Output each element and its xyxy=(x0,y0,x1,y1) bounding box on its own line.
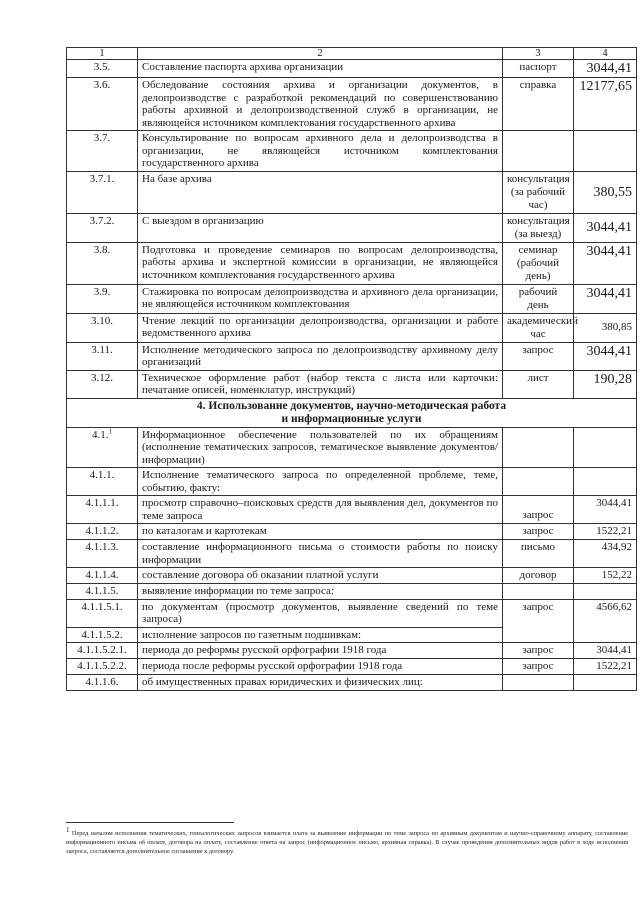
table-row xyxy=(67,342,637,370)
row-unit: академический час xyxy=(503,313,574,342)
row-price: 3044,41 xyxy=(574,60,637,78)
row-description: Чтение лекций по организации делопроизводства, организации и работе ведомственного архива xyxy=(138,313,503,342)
row-unit: паспорт xyxy=(503,60,574,78)
row-unit: письмо xyxy=(503,540,574,568)
row-number: 4.1.1. xyxy=(67,468,138,496)
row-description: На базе архива xyxy=(138,171,503,213)
row-unit: запрос xyxy=(503,659,574,675)
row-description: составление информационного письма о стоимости работы по поиску информации xyxy=(138,540,503,568)
row-price: 3044,41 xyxy=(574,242,637,284)
row-unit: рабочий день xyxy=(503,284,574,313)
header-col-2: 2 xyxy=(138,48,503,60)
row-number: 4.1.1.5.2.1. xyxy=(67,643,138,659)
table-row xyxy=(67,213,637,242)
row-price: 380,55 xyxy=(574,171,637,213)
row-description: С выездом в организацию xyxy=(138,213,503,242)
row-description: Стажировка по вопросам делопроизводства и архивного дела организации, не являющейся источником комплектования xyxy=(138,284,503,313)
table-row xyxy=(67,584,637,600)
row-number xyxy=(67,427,138,468)
row-unit xyxy=(503,584,574,600)
row-price: 380,85 xyxy=(574,313,637,342)
footnote-separator xyxy=(66,822,234,823)
row-number: 3.12. xyxy=(67,370,138,398)
row-description: исполнение запросов по газетным подшивкам: xyxy=(138,627,503,643)
row-number: 4.1.1.6. xyxy=(67,675,138,691)
row-unit: справка xyxy=(503,78,574,131)
row-description: составление договора об оказании платной услуги xyxy=(138,568,503,584)
section-heading xyxy=(67,398,637,427)
row-description: Составление паспорта архива организации xyxy=(138,60,503,78)
row-description: Информационное обеспечение пользователей по их обращениям (исполнение тематических запросов, тематическое выявление документов/информации) xyxy=(138,427,503,468)
row-price: 3044,41 xyxy=(574,284,637,313)
row-unit: запрос xyxy=(503,599,574,643)
table-row xyxy=(67,524,637,540)
footnote-reference: 1 xyxy=(108,426,112,435)
table-row xyxy=(67,568,637,584)
row-description: просмотр справочно–поисковых средств для выявления дел, документов по теме запроса xyxy=(138,496,503,524)
table-row xyxy=(67,171,637,213)
row-price: 1522,21 xyxy=(574,659,637,675)
footnote xyxy=(66,825,628,856)
row-price: 3044,41 xyxy=(574,342,637,370)
table-row xyxy=(67,643,637,659)
row-description: по каталогам и картотекам xyxy=(138,524,503,540)
row-description: периода до реформы русской орфографии 1918 года xyxy=(138,643,503,659)
row-unit: лист xyxy=(503,370,574,398)
row-unit: семинар (рабочий день) xyxy=(503,242,574,284)
table-row xyxy=(67,675,637,691)
row-price xyxy=(574,675,637,691)
row-unit xyxy=(503,427,574,468)
table-row xyxy=(67,284,637,313)
table-row xyxy=(67,370,637,398)
row-number: 4.1.1.3. xyxy=(67,540,138,568)
row-description: Подготовка и проведение семинаров по вопросам делопроизводства, работы архива и экспертной комиссии в организации, не являющейся источником комплектования государственного архива xyxy=(138,242,503,284)
row-number: 4.1.1.1. xyxy=(67,496,138,524)
row-unit: консультация (за выезд) xyxy=(503,213,574,242)
row-number: 3.7.2. xyxy=(67,213,138,242)
table-row xyxy=(67,131,637,172)
row-description: периода после реформы русской орфографии 1918 года xyxy=(138,659,503,675)
table-row xyxy=(67,659,637,675)
row-price: 3044,41 xyxy=(574,496,637,524)
row-description: Техническое оформление работ (набор текста с листа или карточки: печатание описей, номенклатур, инструкций) xyxy=(138,370,503,398)
row-price xyxy=(574,427,637,468)
header-col-3: 3 xyxy=(503,48,574,60)
row-price xyxy=(574,468,637,496)
row-unit xyxy=(503,131,574,172)
row-number: 3.7. xyxy=(67,131,138,172)
row-description: по документам (просмотр документов, выявление сведений по теме запроса) xyxy=(138,599,503,627)
row-number: 3.11. xyxy=(67,342,138,370)
row-unit xyxy=(503,468,574,496)
table-row xyxy=(67,468,637,496)
row-unit: договор xyxy=(503,568,574,584)
footnote-mark: 1 xyxy=(66,825,70,834)
row-price: 1522,21 xyxy=(574,524,637,540)
row-price: 4566,62 xyxy=(574,599,637,643)
footnote-text: Перед началом исполнения тематических, генеалогических запросов взимается плата за выявление информации по теме запроса по архивным документам и научно-справочному аппарату, составление информационного письма об оплате, договора на оплату, составление ответа на запрос (информационное письмо, архивная справка). В случае проведения дополнительных видов работ в ходе исполнения запроса, составляется дополнительное соглашение к договору. xyxy=(66,830,628,855)
section-title-line-1: 4. Использование документов, научно-методическая работа xyxy=(196,399,507,412)
row-unit: запрос xyxy=(503,524,574,540)
row-price: 3044,41 xyxy=(574,213,637,242)
row-unit: консультация (за рабочий час) xyxy=(503,171,574,213)
row-description: Исполнение методического запроса по делопроизводству архивному делу организаций xyxy=(138,342,503,370)
row-price: 12177,65 xyxy=(574,78,637,131)
row-number: 4.1.1.5.2. xyxy=(67,627,138,643)
row-number: 4.1.1.5.2.2. xyxy=(67,659,138,675)
table-row xyxy=(67,599,637,627)
row-price xyxy=(574,131,637,172)
row-unit: запрос xyxy=(503,643,574,659)
row-number: 4.1.1.5.1. xyxy=(67,599,138,627)
price-table xyxy=(66,47,637,691)
row-price: 190,28 xyxy=(574,370,637,398)
row-number: 4.1.1.5. xyxy=(67,584,138,600)
row-number: 3.6. xyxy=(67,78,138,131)
section-heading-row xyxy=(67,398,637,427)
row-unit xyxy=(503,675,574,691)
row-unit: запрос xyxy=(503,342,574,370)
table-row xyxy=(67,78,637,131)
row-number: 3.5. xyxy=(67,60,138,78)
row-number-text: 4.1. xyxy=(92,428,109,441)
row-price: 3044,41 xyxy=(574,643,637,659)
header-col-1: 1 xyxy=(67,48,138,60)
table-header-row xyxy=(67,48,637,60)
row-description: Исполнение тематического запроса по определенной проблеме, теме, событию, факту: xyxy=(138,468,503,496)
row-description: выявление информации по теме запроса: xyxy=(138,584,503,600)
row-number: 3.9. xyxy=(67,284,138,313)
row-number: 3.7.1. xyxy=(67,171,138,213)
row-price: 434,92 xyxy=(574,540,637,568)
row-number: 4.1.1.4. xyxy=(67,568,138,584)
row-description: Консультирование по вопросам архивного дела и делопроизводства в организации, не являющейся источником комплектования государственного архива xyxy=(138,131,503,172)
table-row xyxy=(67,60,637,78)
row-number: 3.8. xyxy=(67,242,138,284)
row-number: 3.10. xyxy=(67,313,138,342)
header-col-4: 4 xyxy=(574,48,637,60)
row-description: об имущественных правах юридических и физических лиц: xyxy=(138,675,503,691)
table-row xyxy=(67,496,637,524)
row-price xyxy=(574,584,637,600)
section-title-line-2: и информационные услуги xyxy=(281,412,422,425)
row-number: 4.1.1.2. xyxy=(67,524,138,540)
table-row xyxy=(67,242,637,284)
table-row xyxy=(67,313,637,342)
table-row xyxy=(67,427,637,468)
row-unit: запрос xyxy=(503,496,574,524)
row-description: Обследование состояния архива и организации документов, в делопроизводстве с разработкой рекомендаций по совершенствованию работы архивной и делопроизводственной служб в организации, не являющейся источником комплектования государственного архива xyxy=(138,78,503,131)
table-row xyxy=(67,540,637,568)
row-price: 152,22 xyxy=(574,568,637,584)
